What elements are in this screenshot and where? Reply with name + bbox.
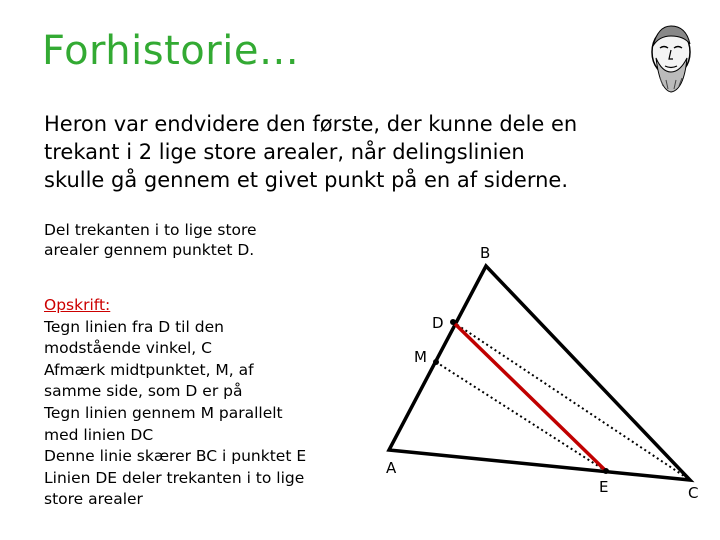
intro-line: trekant i 2 lige store arealer, når delingslinien [44, 140, 525, 164]
point-d [450, 319, 456, 325]
label-m: M [414, 348, 427, 366]
recipe-line: Tegn linien gennem M parallelt [44, 403, 283, 422]
recipe-line: Linien DE deler trekanten i to lige [44, 468, 305, 487]
recipe-line: store arealer [44, 490, 143, 509]
caption-line: arealer gennem punktet D. [44, 241, 255, 259]
label-b: B [480, 244, 491, 262]
recipe-line: samme side, som D er på [44, 382, 243, 401]
heron-portrait-icon [640, 18, 702, 96]
recipe-heading: Opskrift: [44, 296, 111, 314]
line-dc [453, 322, 690, 480]
label-d: D [432, 314, 444, 332]
label-c: C [688, 484, 699, 502]
recipe-line: Tegn linien fra D til den [44, 317, 224, 336]
line-de [453, 322, 606, 471]
point-m [433, 359, 439, 365]
label-a: A [386, 459, 397, 477]
intro-paragraph [44, 110, 684, 194]
intro-line: skulle gå gennem et givet punkt på en af siderne. [44, 168, 569, 192]
intro-line: Heron var endvidere den første, der kunne dele en [44, 112, 578, 136]
triangle-abc [389, 266, 690, 480]
task-caption [44, 220, 344, 260]
triangle-diagram [370, 230, 710, 510]
recipe-line: Denne linie skærer BC i punktet E [44, 447, 307, 466]
label-e: E [599, 478, 609, 496]
recipe-line: modstående vinkel, C [44, 339, 212, 358]
recipe-line: med linien DC [44, 425, 154, 444]
recipe-block [44, 295, 364, 511]
line-me [436, 362, 606, 471]
point-e [603, 468, 609, 474]
recipe-line: Afmærk midtpunktet, M, af [44, 360, 254, 379]
caption-line: Del trekanten i to lige store [44, 221, 257, 239]
slide-title: Forhistorie… [42, 28, 300, 74]
